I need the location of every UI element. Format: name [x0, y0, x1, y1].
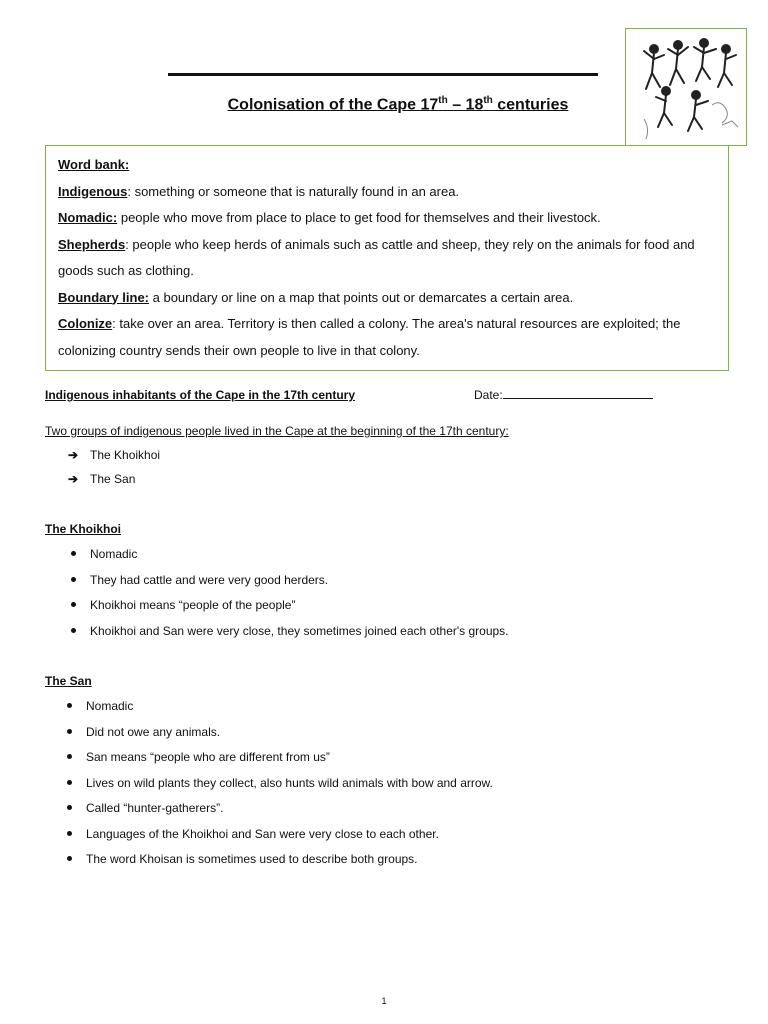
date-blank[interactable]	[503, 388, 653, 399]
bullet-icon	[71, 628, 76, 633]
list-item: Languages of the Khoikhoi and San were very close to each other.	[64, 826, 493, 852]
rock-art-figures	[626, 29, 746, 145]
word-bank-entry: Colonize: take over an area. Territory is then called a colony. The area's natural resources are exploited; the colonizing country sends their own people to live in that colony.	[58, 316, 681, 358]
list-item: ➔ The San	[68, 472, 136, 486]
page-number: 1	[381, 996, 387, 1006]
title-rule	[168, 73, 598, 76]
san-list	[64, 698, 493, 877]
list-item: Did not owe any animals.	[64, 724, 493, 750]
word-bank-entry: Boundary line: a boundary or line on a map that points out or demarcates a certain area.	[58, 289, 574, 305]
bullet-icon	[71, 551, 76, 556]
bullet-icon	[67, 754, 72, 759]
word-bank-entry: Nomadic: people who move from place to place to get food for themselves and their livestock.	[58, 210, 601, 225]
list-item: Khoikhoi and San were very close, they sometimes joined each other's groups.	[68, 623, 509, 649]
bullet-icon	[67, 831, 72, 836]
date-label: Date:	[474, 388, 503, 402]
bullet-icon	[67, 780, 72, 785]
word-bank-heading: Word bank:	[58, 157, 130, 172]
bullet-icon	[71, 602, 76, 607]
list-item: They had cattle and were very good herders.	[68, 572, 509, 598]
list-item: Nomadic	[68, 546, 509, 572]
rock-art-image	[625, 28, 747, 146]
bullet-icon	[67, 703, 72, 708]
list-item: Khoikhoi means “people of the people”	[68, 597, 509, 623]
list-item: Nomadic	[64, 698, 493, 724]
list-item: Lives on wild plants they collect, also hunts wild animals with bow and arrow.	[64, 775, 493, 801]
date-field[interactable]	[474, 388, 653, 402]
page-title: Colonisation of the Cape 17th – 18th centuries	[227, 95, 569, 114]
bullet-icon	[67, 805, 72, 810]
intro-text: Two groups of indigenous people lived in the Cape at the beginning of the 17th century:	[45, 424, 509, 438]
list-item: The word Khoisan is sometimes used to describe both groups.	[64, 851, 493, 877]
arrow-icon: ➔	[68, 448, 79, 462]
word-bank-box	[45, 145, 729, 371]
list-item: Called “hunter-gatherers”.	[64, 800, 493, 826]
groups-list	[68, 447, 160, 495]
bullet-icon	[71, 577, 76, 582]
khoikhoi-heading: The Khoikhoi	[45, 522, 121, 536]
section-heading: Indigenous inhabitants of the Cape in the 17th century	[45, 388, 356, 402]
bullet-icon	[67, 729, 72, 734]
word-bank-entry: Indigenous: something or someone that is naturally found in an area.	[58, 183, 460, 199]
list-item: San means “people who are different from us”	[64, 749, 493, 775]
list-item: ➔ The Khoikhoi	[68, 448, 161, 462]
san-heading: The San	[45, 674, 92, 688]
arrow-icon: ➔	[68, 472, 79, 486]
bullet-icon	[67, 856, 72, 861]
khoikhoi-list	[68, 546, 509, 648]
word-bank-entry: Shepherds: people who keep herds of animals such as cattle and sheep, they rely on the animals for food and goods such as clothing.	[58, 236, 695, 278]
